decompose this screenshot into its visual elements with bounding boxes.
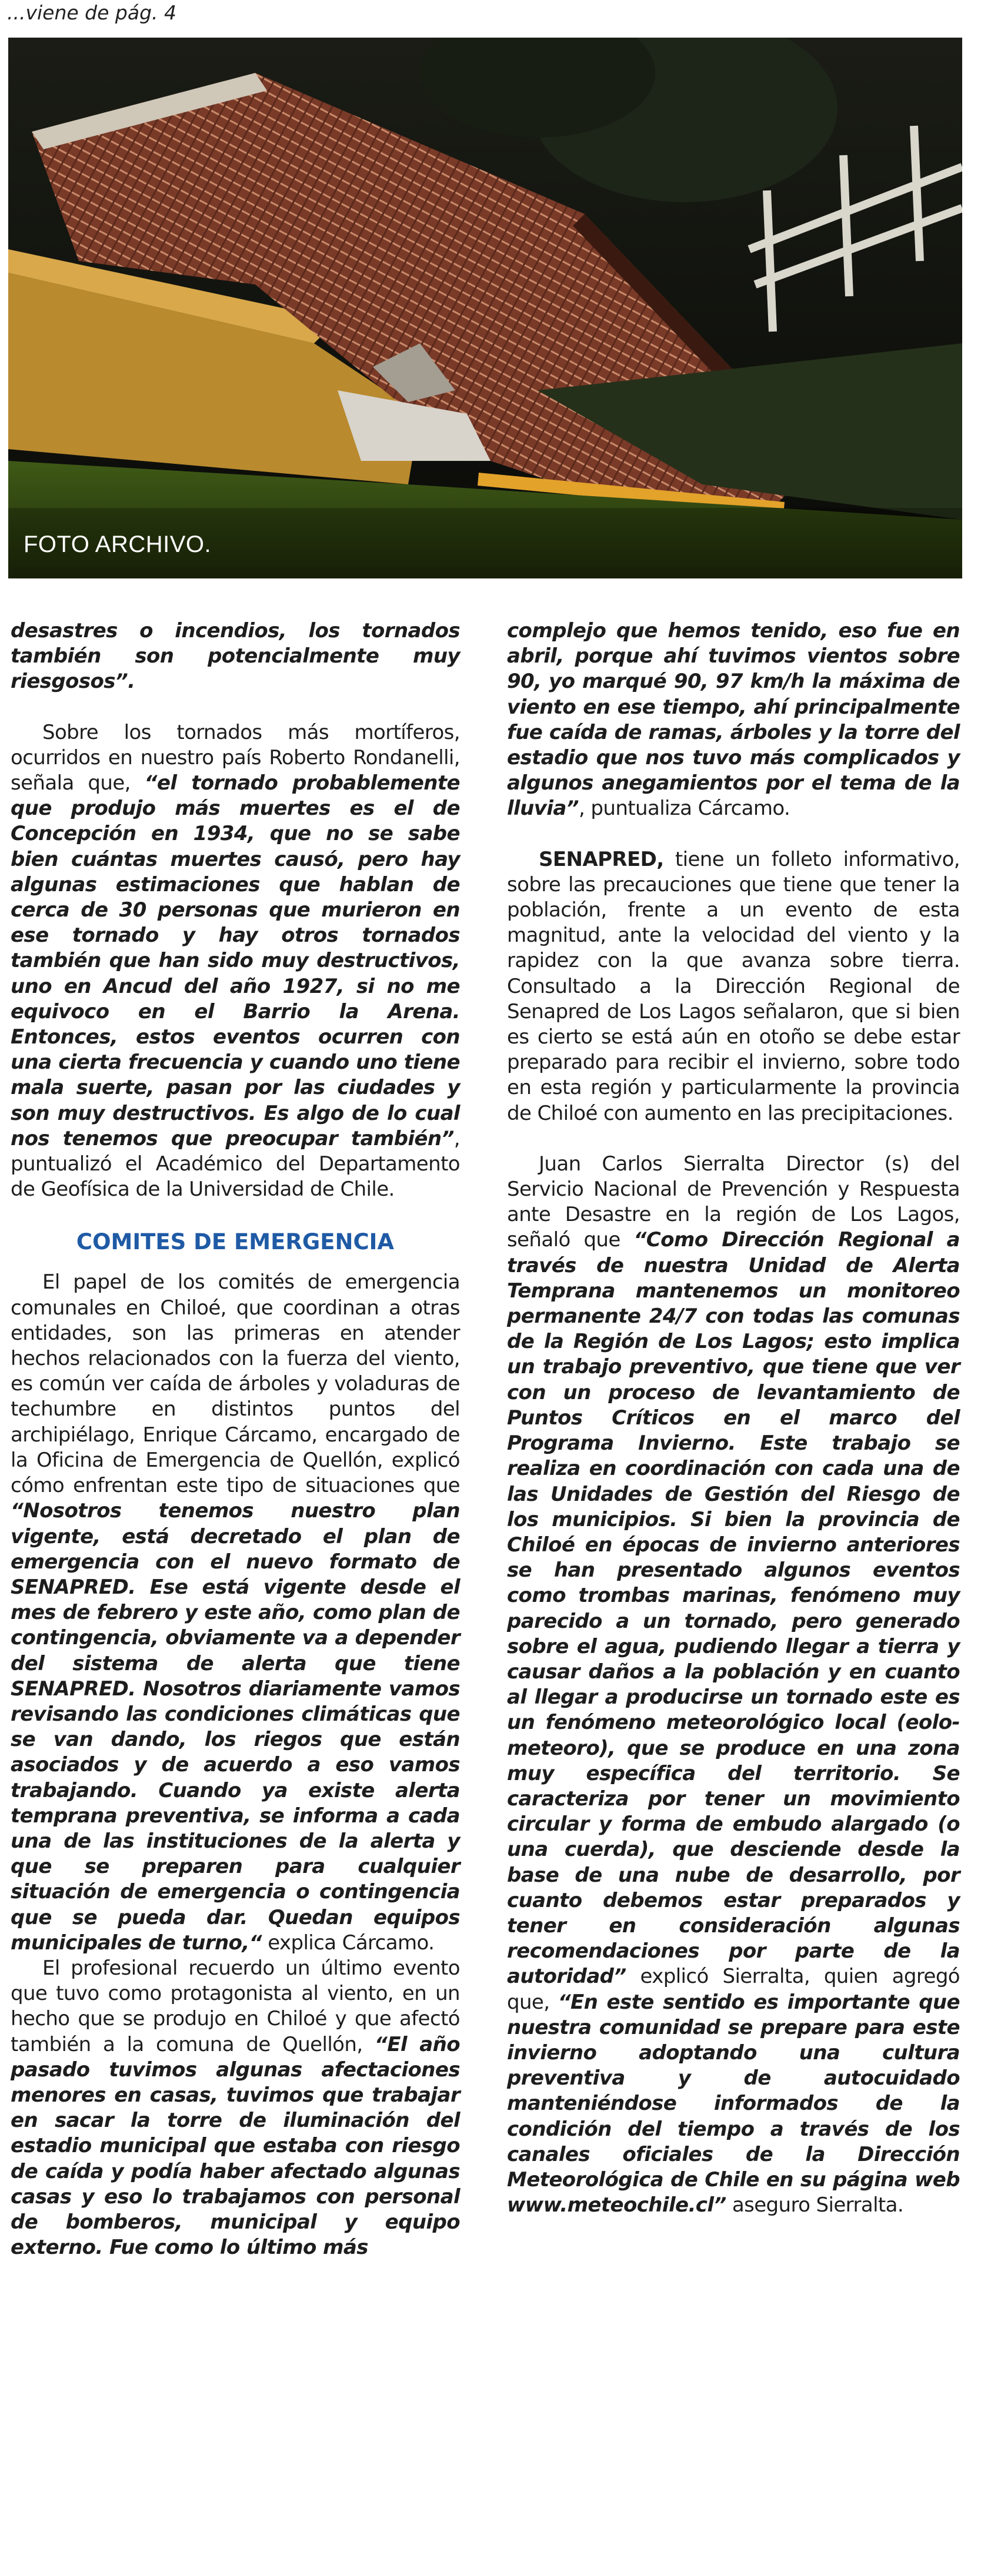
lead-word: SENAPRED,: [539, 847, 664, 871]
body-text: explica Cárcamo.: [262, 1931, 435, 1955]
body-text: , puntualizó el Académico del Departamento de Geofísica de la Universidad de Chile.: [11, 1126, 460, 1202]
article-paragraph: [507, 618, 960, 822]
article-paragraph: [11, 618, 460, 695]
quote-text: “Como Dirección Regional a través de nuestra Unidad de Alerta Temprana mantenemos un monitoreo permanente 24/7 con todas las comunas de la Región de Los Lagos; esto implica un trabajo preventivo, que tiene que ver con un proceso de levantamiento de Puntos Críticos en el marco del Programa Invierno. Este trabajo se realiza en coordinación con cada una de las Unidades de Gestión del Riesgo de los municipios. Si bien la provincia de Chiloé en épocas de invierno anteriores se han presentado algunos eventos como trombas marinas, fenómeno muy parecido a un tornado, pero generado sobre el agua, pudiendo llegar a tierra y causar daños a la población y en cuanto al llegar a producirse un tornado este es un fenómeno meteorológico local (eolo-meteoro), que se produce en una zona muy específica del territorio. Se caracteriza por tener un movimiento circular y forma de embudo alargado (o una cuerda), que desciende desde la base de una nube de desarrollo, por cuanto debemos estar preparados y tener en consideración algunas recomendaciones por parte de la autoridad”: [507, 1228, 960, 1989]
quote-text: complejo que hemos tenido, eso fue en abril, porque ahí tuvimos vientos sobre 90, yo marqué 90, 97 km/h la máxima de viento en ese tiempo, ahí principalmente fue caída de ramas, árboles y la torre del estadio que nos tuvo más complicados y algunos anegamientos por el tema de la lluvia”: [507, 619, 960, 821]
article-paragraph: [507, 847, 960, 1126]
body-text: Juan Carlos Sierralta Director (s) del Servicio Nacional de Prevención y Respuesta ante Desastre en la región de Los Lagos, señaló que: [507, 1152, 960, 1252]
photo-caption: FOTO ARCHIVO.: [24, 531, 212, 557]
collapsed-roof-photo-icon: [8, 38, 962, 578]
body-text: El profesional recuerdo un último evento que tuvo como protagonista al viento, en un hecho que se produjo en Chiloé y que afectó también a la comuna de Quellón,: [11, 1956, 460, 2056]
quote-text: “El año pasado tuvimos algunas afectaciones menores en casas, tuvimos que trabajar en sacar la torre de iluminación del estadio municipal que estaba con riesgo de caída y podía haber afectado algunas casas y eso lo trabajamos con personal de bomberos, municipal y equipo externo. Fue como lo último más: [11, 2032, 460, 2260]
quote-text: desastres o incendios, los tornados también son potencialmente muy riesgosos”.: [11, 619, 460, 694]
quote-text: “En este sentido es importante que nuestra comunidad se prepare para este invierno adoptando una cultura preventiva y de autocuidado manteniéndose informados de la condición del tiempo a través de los canales oficiales de la Dirección Meteorológica de Chile en su página web www.meteochile.cl”: [507, 1990, 960, 2217]
quote-text: “el tornado probablemente que produjo más muertes es el de Concepción en 1934, que no se sabe bien cuántas muertes causó, pero hay algunas estimaciones que hablan de cerca de 30 personas que murieron en ese tornado y hay otros tornados también que han sido muy destructivos, uno en Ancud del año 1927, si no me equivoco en el Barrio la Arena. Entonces, estos eventos ocurren con una cierta frecuencia y cuando uno tiene mala suerte, pasan por las ciudades y son muy destructivos. Es algo de lo cual nos tenemos que preocupar también”: [11, 771, 460, 1150]
body-text: Sobre los tornados más mortíferos, ocurridos en nuestro país Roberto Rondanelli, señala que,: [11, 720, 460, 795]
article-column-right: [507, 618, 960, 2243]
article-paragraph: [507, 1152, 960, 2219]
body-text: , puntualiza Cárcamo.: [578, 797, 790, 821]
body-text: aseguro Sierralta.: [726, 2193, 904, 2217]
article-paragraph: [11, 1956, 460, 2260]
body-text: explicó Sierralta, quien agregó que,: [507, 1965, 960, 2014]
section-heading: COMITES DE EMERGENCIA: [76, 1229, 395, 1255]
article-photo: [8, 38, 962, 578]
article-paragraph: [11, 720, 460, 1203]
quote-text: “Nosotros tenemos nuestro plan vigente, está decretado el plan de emergencia con el nuevo formato de SENAPRED. Ese está vigente desde el mes de febrero y este año, como plan de contingencia, obviamente va a depender del sistema de alerta que tiene SENAPRED. Nosotros diariamente vamos revisando las condiciones climáticas que se van dando, los riegos que están asociados y de acuerdo a eso vamos trabajando. Cuando ya existe alerta temprana preventiva, se informa a cada una de las instituciones de la alerta y que se preparen para cualquier situación de emergencia o contingencia que se pueda dar. Quedan equipos municipales de turno,“: [11, 1499, 460, 1955]
body-text: tiene un folleto informativo, sobre las precauciones que tiene que tener la población, frente a un evento de esta magnitud, ante la velocidad del viento y la rapidez con la que avanza sobre tierra. Consultado a la Dirección Regional de Senapred de Los Lagos señalaron, que si bien es cierto se está aún en otoño se debe estar preparado para recibir el invierno, sobre todo en esta región y particularmente la provincia de Chiloé con aumento en las precipitaciones.: [507, 847, 960, 1125]
article-paragraph: [11, 1270, 460, 1955]
continued-from-label: ...viene de pág. 4: [7, 1, 177, 24]
body-text: El papel de los comités de emergencia comunales en Chiloé, que coordinan a otras entidades, son las primeras en atender hechos relacionados con la fuerza del viento, es común ver caída de árboles y voladuras de techumbre en distintos puntos del archipiélago, Enrique Cárcamo, encargado de la Oficina de Emergencia de Quellón, explicó cómo enfrentan este tipo de situaciones que: [11, 1270, 460, 1498]
article-column-left: [11, 618, 460, 2260]
